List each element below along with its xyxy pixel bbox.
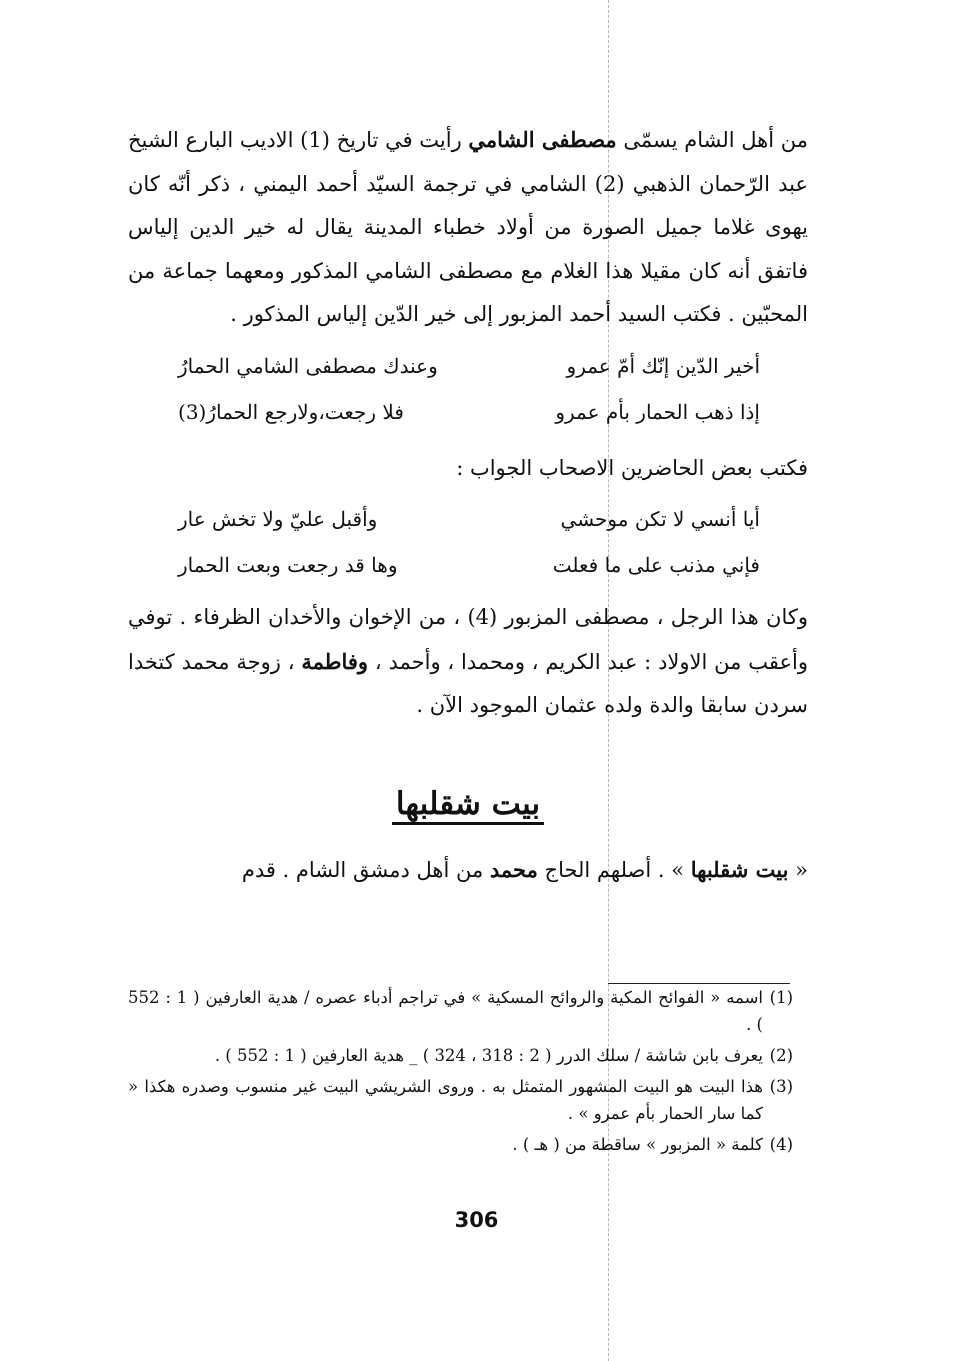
footnote-number: (1) — [769, 988, 793, 1007]
page-body — [128, 118, 808, 892]
poem-block-2 — [128, 496, 808, 588]
paragraph-1: من أهل الشام يسمّى مصطفى الشامي رأيت في تاريخ (1) الاديب البارع الشيخ عبد الرّحمان الذهبي (2) الشامي في ترجمة السيّد أحمد اليمني ، ذكر أنّه كان يهوى غلاما جميل الصورة من أولاد خطباء المدينة يقال له خير الدين إلياس فاتفق أنه كان مقيلا هذا الغلام مع مصطفى الشامي المذكور ومعهما جماعة من المحبّين . فكتب السيد أحمد المزبور إلى خير الدّين إلياس المذكور . — [128, 127, 808, 326]
verse-second-hemistich: فلا رجعت،ولارجع الحمارُ(3) — [178, 399, 404, 424]
verse-first-hemistich: إذا ذهب الحمار بأم عمرو — [555, 399, 760, 424]
verse-second-hemistich: وعندك مصطفى الشامي الحمارُ — [178, 353, 438, 378]
verse-first-hemistich: أخير الدّين إنّك أمّ عمرو — [566, 353, 760, 378]
footnotes — [128, 984, 793, 1162]
footnote-text: كلمة « المزبور » ساقطة من ( هـ ) . — [512, 1135, 763, 1154]
footnote — [128, 1042, 793, 1069]
bold-name-muhammad: محمد — [489, 856, 538, 882]
bold-family-name: بيت شقلبها — [690, 856, 789, 882]
verse-first-hemistich: فإني مذنب على ما فعلت — [552, 553, 760, 577]
verse-first-hemistich: أيا أنسي لا تكن موحشي — [560, 507, 760, 531]
footnote-number: (2) — [769, 1046, 793, 1065]
paragraph-2: فكتب بعض الحاضرين الاصحاب الجواب : — [456, 455, 808, 480]
bold-name-mustafa: مصطفى الشامي — [468, 127, 617, 152]
paragraph-4: « بيت شقلبها » . أصلهم الحاج محمد من أهل دمشق الشام . قدم — [241, 856, 808, 882]
verse-second-hemistich: وأقبل عليّ ولا تخش عار — [178, 507, 378, 531]
footnote — [128, 1131, 793, 1158]
footnote — [128, 1073, 793, 1127]
footnote — [128, 984, 793, 1038]
footnote-number: (4) — [769, 1135, 793, 1154]
verse-line — [128, 343, 808, 389]
footnote-text: يعرف بابن شاشة / سلك الدرر ( 2 : 318 ، 324 ) _ هدية العارفين ( 1 : 552 ) . — [214, 1046, 763, 1065]
footnote-text: اسمه « الفوائح المكية والروائح المسكية » في تراجم أدباء عصره / هدية العارفين ( 1 : 552 ) . — [128, 988, 763, 1034]
verse-line — [128, 389, 808, 435]
footnote-text: هذا البيت هو البيت المشهور المتمثل به . وروى الشريشي البيت غير منسوب وصدره هكذا « كما سار الحمار بأم عمرو » . — [128, 1077, 763, 1123]
section-heading: بيت شقلبها — [128, 780, 808, 828]
bold-name-fatima: وفاطمة — [301, 648, 369, 674]
verse-line — [128, 542, 808, 588]
page-number: 306 — [454, 1208, 499, 1232]
verse-second-hemistich: وها قد رجعت وبعت الحمار — [178, 553, 398, 577]
verse-line — [128, 496, 808, 542]
footnote-number: (3) — [769, 1077, 793, 1096]
poem-block-1 — [128, 343, 808, 435]
paragraph-3: وكان هذا الرجل ، مصطفى المزبور (4) ، من الإخوان والأخدان الظرفاء . توفي وأعقب من الاولاد : عبد الكريم ، ومحمدا ، وأحمد ، وفاطمة ، زوجة محمد كتخدا سردن سابقا والدة ولده عثمان الموجود الآن . — [128, 605, 809, 717]
